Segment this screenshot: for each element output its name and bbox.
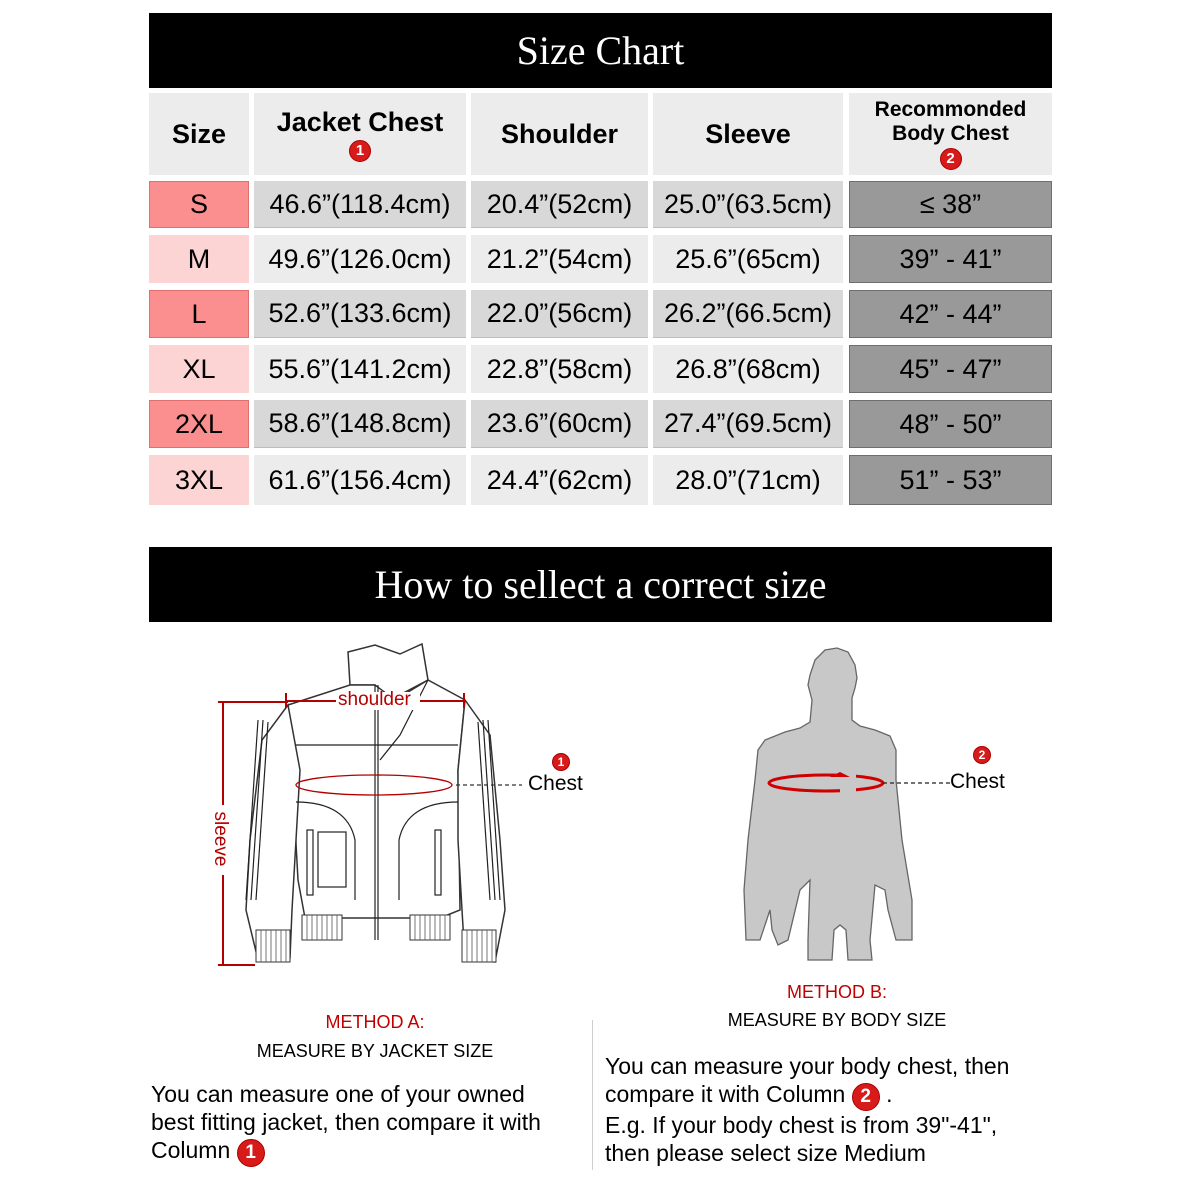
header-recommended-body-chest <box>849 93 1052 175</box>
header-jacket-chest <box>254 93 466 175</box>
sleeve-cell: 28.0”(71cm) <box>653 455 843 505</box>
sleeve-cell: 27.4”(69.5cm) <box>653 400 843 448</box>
body-chest-label: Chest <box>950 770 1005 793</box>
header-size-label: Size <box>171 118 227 149</box>
method-a-subtitle: MEASURE BY JACKET SIZE <box>256 1041 494 1061</box>
howto-title: How to sellect a correct size <box>374 562 827 607</box>
shoulder-cell: 22.8”(58cm) <box>471 345 648 393</box>
body-chest-cell: 45” - 47” <box>849 345 1052 393</box>
jacket-chest-label: Chest <box>528 772 583 795</box>
badge-1-icon: 1 <box>552 753 570 771</box>
sleeve-cell: 26.2”(66.5cm) <box>653 290 843 338</box>
shoulder-cell: 21.2”(54cm) <box>471 235 648 283</box>
body-chest-cell: 48” - 50” <box>849 400 1052 448</box>
jacket-chest-cell: 49.6”(126.0cm) <box>254 235 466 283</box>
body-chest-cell: 39” - 41” <box>849 235 1052 283</box>
sleeve-cell: 26.8”(68cm) <box>653 345 843 393</box>
body-chest-cell: ≤ 38” <box>849 181 1052 228</box>
shoulder-label: shoulder <box>338 689 411 710</box>
sleeve-cell: 25.0”(63.5cm) <box>653 181 843 228</box>
badge-2-icon: 2 <box>940 148 962 170</box>
jacket-chest-cell: 61.6”(156.4cm) <box>254 455 466 505</box>
method-b-period: . <box>886 1081 893 1107</box>
method-a-column-text: Column <box>151 1137 231 1163</box>
size-cell-xl: XL <box>149 345 249 393</box>
badge-1-icon: 1 <box>237 1139 265 1167</box>
header-sleeve-label: Sleeve <box>705 118 791 149</box>
size-cell-s: S <box>149 181 249 228</box>
method-b-subtitle: MEASURE BY BODY SIZE <box>727 1010 947 1030</box>
size-cell-3xl: 3XL <box>149 455 249 505</box>
method-b-line2 <box>605 1080 1065 1111</box>
jacket-chest-cell: 55.6”(141.2cm) <box>254 345 466 393</box>
body-diagram <box>700 640 1060 980</box>
header-shoulder-label: Shoulder <box>500 118 618 149</box>
method-a-line2: best fitting jacket, then compare it with <box>151 1109 541 1135</box>
badge-1-icon: 1 <box>349 140 371 162</box>
body-silhouette-icon <box>700 640 1060 980</box>
body-chest-cell: 42” - 44” <box>849 290 1052 338</box>
jacket-chest-cell: 52.6”(133.6cm) <box>254 290 466 338</box>
header-jacket-chest-label: Jacket Chest <box>276 106 444 137</box>
jacket-chest-cell: 58.6”(148.8cm) <box>254 400 466 448</box>
header-size <box>149 93 249 175</box>
method-a-line1: You can measure one of your owned <box>151 1081 525 1107</box>
method-divider <box>592 1020 593 1170</box>
badge-2-icon: 2 <box>852 1083 880 1111</box>
jacket-chest-cell: 46.6”(118.4cm) <box>254 181 466 228</box>
howto-banner <box>149 547 1052 622</box>
method-b-title: METHOD B: <box>786 982 887 1002</box>
body-chest-cell: 51” - 53” <box>849 455 1052 505</box>
size-cell-m: M <box>149 235 249 283</box>
size-chart-title: Size Chart <box>516 28 685 73</box>
header-recommended-line2: Body Chest <box>892 122 1009 145</box>
method-b-line3: E.g. If your body chest is from 39"-41", <box>605 1111 998 1138</box>
method-a-description <box>151 1080 591 1167</box>
shoulder-cell: 23.6”(60cm) <box>471 400 648 448</box>
size-cell-l: L <box>149 290 249 338</box>
method-a-title: METHOD A: <box>325 1012 425 1032</box>
method-a-line3 <box>151 1136 591 1167</box>
badge-2-icon: 2 <box>973 746 991 764</box>
method-b-line4: then please select size Medium <box>605 1139 926 1166</box>
sleeve-label: sleeve <box>210 811 231 867</box>
size-chart-banner <box>149 13 1052 88</box>
header-recommended-line1: Recommonded <box>874 98 1027 121</box>
sleeve-cell: 25.6”(65cm) <box>653 235 843 283</box>
size-cell-2xl: 2XL <box>149 400 249 448</box>
header-sleeve <box>653 93 843 175</box>
shoulder-cell: 20.4”(52cm) <box>471 181 648 228</box>
jacket-diagram <box>200 640 600 980</box>
method-b-column-text: compare it with Column <box>605 1081 846 1107</box>
shoulder-cell: 22.0”(56cm) <box>471 290 648 338</box>
method-b-line1: You can measure your body chest, then <box>605 1053 1010 1079</box>
method-b-description <box>605 1052 1065 1167</box>
header-shoulder <box>471 93 648 175</box>
shoulder-cell: 24.4”(62cm) <box>471 455 648 505</box>
